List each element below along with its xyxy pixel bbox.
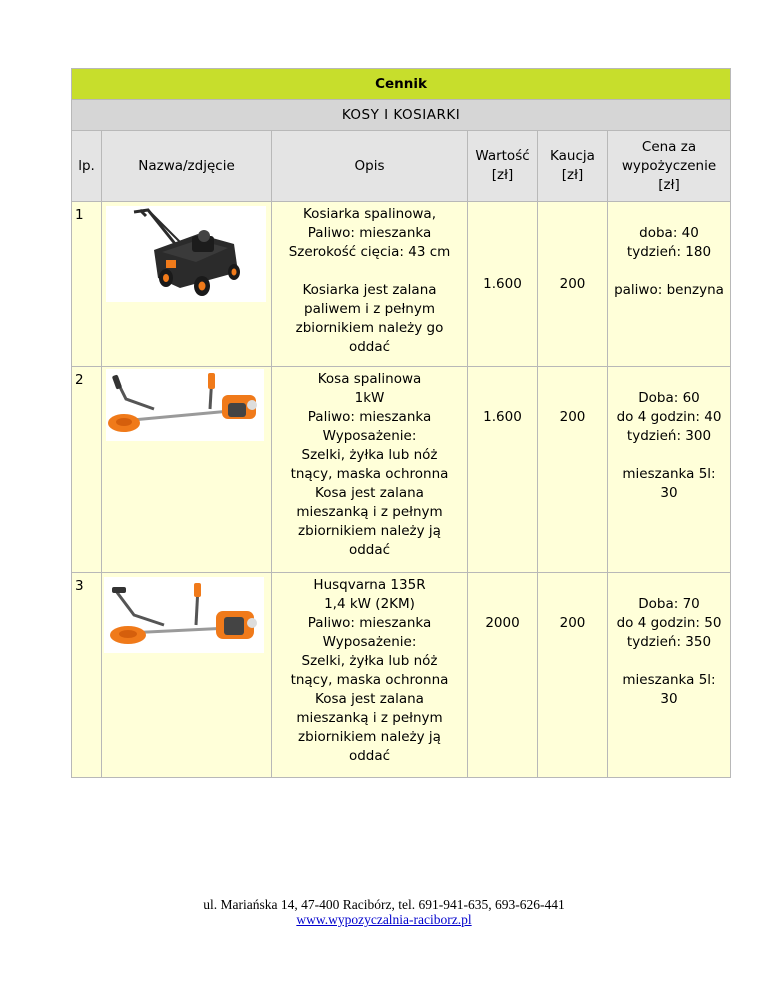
price-table [71,68,731,778]
price-cell [608,202,731,367]
description-line: Kosiarka jest zalana [302,282,437,298]
header-cena [608,131,731,202]
price-cell [608,367,731,573]
price-line: tydzień: 350 [626,634,712,650]
description-line: Szerokość cięcia: 43 cm [288,244,451,260]
fuel-line: paliwo: benzyna [614,282,724,298]
description-line: tnący, maska ochronna [290,672,449,688]
footer-website-link[interactable]: www.wypozyczalnia-raciborz.pl [296,912,472,927]
header-kaucja-unit: [zł] [561,167,584,183]
header-cena-line: Cena za [641,138,697,155]
description-line: 1kW [354,390,385,406]
deposit-cell: 200 [538,202,608,367]
description-line: Kosa jest zalana [315,485,424,501]
description-line: zbiornikiem należy go [295,320,444,336]
lawn-mower-image [106,206,266,302]
brush-cutter-image [106,369,264,441]
fuel-line: mieszanka 5l: [622,672,716,688]
description-line: tnący, maska ochronna [290,466,449,482]
description-line: oddać [348,542,391,558]
price-list-document [71,68,730,778]
header-wartosc [468,131,538,202]
header-row [72,131,731,202]
description-line: zbiornikiem należy ją [298,523,441,539]
header-cena-unit: [zł] [658,176,680,193]
footer-address: ul. Mariańska 14, 47-400 Racibórz, tel. 691-941-635, 693-626-441 [203,897,565,912]
product-image-cell [102,573,272,778]
description-line: Kosiarka spalinowa, [303,206,436,222]
description-line: paliwem i z pełnym [304,301,435,317]
value-cell: 1.600 [468,367,538,573]
row-number: 3 [72,573,102,778]
value-cell: 2000 [468,573,538,778]
row-number: 1 [72,202,102,367]
description-line: zbiornikiem należy ją [298,729,441,745]
description-line: mieszanką i z pełnym [296,504,443,520]
description-line: Wyposażenie: [322,428,417,444]
description-line: Kosa jest zalana [315,691,424,707]
fuel-line: mieszanka 5l: [622,466,716,482]
header-wartosc-line: Wartość [475,148,530,164]
brush-cutter-image [104,577,264,653]
header-name: Nazwa/zdjęcie [102,131,272,202]
deposit-cell: 200 [538,573,608,778]
header-kaucja-line: Kaucja [550,148,595,164]
header-cena-line: wypożyczenie [621,157,717,174]
price-line: do 4 godzin: 40 [616,409,722,425]
row-number: 2 [72,367,102,573]
product-image-cell [102,367,272,573]
fuel-line: 30 [660,485,678,501]
page-footer [0,897,768,927]
description-line: Wyposażenie: [322,634,417,650]
description-cell [272,202,468,367]
section-row [72,100,731,131]
description-line: 1,4 kW (2KM) [324,596,415,612]
table-row [72,573,731,778]
table-row [72,202,731,367]
table-row [72,367,731,573]
description-line: Szelki, żyłka lub nóż [301,447,438,463]
description-cell [272,573,468,778]
header-wartosc-unit: [zł] [491,167,514,183]
deposit-cell: 200 [538,367,608,573]
description-line: Kosa spalinowa [317,371,422,387]
description-line: Paliwo: mieszanka [307,409,432,425]
table-title: Cennik [72,69,731,100]
price-line: tydzień: 300 [626,428,712,444]
price-line: Doba: 60 [638,390,700,406]
price-line: doba: 40 [639,225,699,241]
product-image-cell [102,202,272,367]
description-line: mieszanką i z pełnym [296,710,443,726]
description-line: Paliwo: mieszanka [307,615,432,631]
fuel-line: 30 [660,691,678,707]
price-line: tydzień: 180 [626,244,712,260]
header-kaucja [538,131,608,202]
description-cell [272,367,468,573]
description-line: Szelki, żyłka lub nóż [301,653,438,669]
price-line: do 4 godzin: 50 [616,615,722,631]
description-line: Husqvarna 135R [313,577,426,593]
description-line: oddać [348,748,391,764]
header-lp: lp. [72,131,102,202]
price-line: Doba: 70 [638,596,700,612]
description-line: oddać [348,339,391,355]
section-title: KOSY I KOSIARKI [72,100,731,131]
price-cell [608,573,731,778]
description-line: Paliwo: mieszanka [307,225,432,241]
value-cell: 1.600 [468,202,538,367]
title-row [72,69,731,100]
header-opis: Opis [272,131,468,202]
